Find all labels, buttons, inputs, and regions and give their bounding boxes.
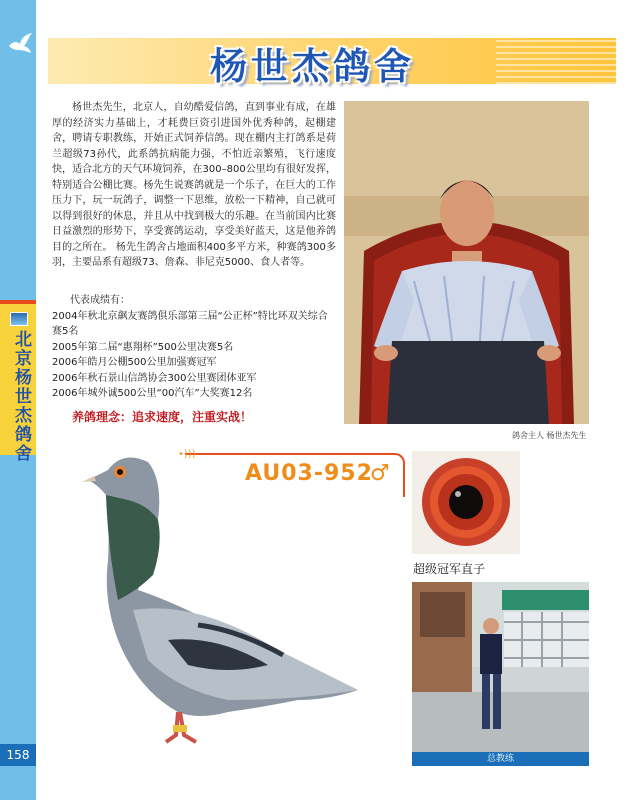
achievement-item: 2006年城外诚500公里“00汽车”大奖赛12名 xyxy=(52,388,253,399)
achievements-heading: 代表成绩有： xyxy=(70,295,130,306)
eye-photo xyxy=(412,451,520,554)
achievement-item: 2006年皓月公棚500公里加强赛冠军 xyxy=(52,357,217,368)
section-title: 北京杨世杰鸽舍 xyxy=(11,330,31,463)
intro-paragraph: 杨世杰先生，北京人，自幼酷爱信鸽，直到事业有成，在雄厚的经济实力基础上，才耗费巨资引进国外优秀种鸽，起棚建舍，聘请专职教练，开始正式饲养信鸽。现在棚内主打鸽系是荷兰超级73孙代，此系鸽抗病能力强，不怕近亲繁殖，飞行速度快，适合北方的天气环境饲养，在300–800公里均有很好发挥，特别适合公棚比赛。杨先生说赛鸽就是一个乐子，在巨大的工作压力下，玩一玩鸽子，调整一下思维，放松一下精神，自己就可以得到很好的休息，并且从中找到极大的乐趣。在当前国内比赛日益激烈的形势下，享受赛鸽运动，享受美好蓝天，这是他养鸽目的之所在。 杨先生鸽舍占地面积400多平方米，种赛鸽300多羽，主要品系有超级73、詹森、非尼克5000、食人者等。 xyxy=(52,102,336,268)
signal-icon: •))) xyxy=(178,449,196,460)
coach-photo-caption: 总教练 xyxy=(412,752,589,766)
owner-illustration xyxy=(344,101,589,424)
page-number: 158 xyxy=(0,744,36,766)
male-symbol: ♂ xyxy=(370,461,390,486)
pigeon-photo xyxy=(78,450,378,775)
ring-number: AU03-952 xyxy=(245,461,373,486)
owner-photo xyxy=(344,101,589,424)
coach-illustration xyxy=(412,582,589,752)
coach-photo xyxy=(412,582,589,752)
achievements-list xyxy=(52,293,336,402)
pigeon-illustration xyxy=(78,450,378,775)
dove-icon xyxy=(6,30,34,58)
eye-photo-caption: 超级冠军直子 xyxy=(413,562,486,576)
owner-photo-caption: 鸽舍主人 杨世杰先生 xyxy=(512,431,587,440)
eye-illustration xyxy=(412,451,520,554)
achievement-item: 2005年第二届“惠翔杯”500公里决赛5名 xyxy=(52,341,234,353)
section-thumbnail xyxy=(10,312,28,326)
breeding-philosophy: 养鸽理念：追求速度，注重实战！ xyxy=(72,410,253,424)
page-title: 杨世杰鸽舍 xyxy=(210,45,415,88)
achievement-item: 2006年秋石景山信鸽协会300公里赛团体亚军 xyxy=(52,372,257,384)
achievement-item: 2004年秋北京飙友赛鸽俱乐部第三届“公正杯”特比环双关综合赛5名 xyxy=(52,310,328,337)
